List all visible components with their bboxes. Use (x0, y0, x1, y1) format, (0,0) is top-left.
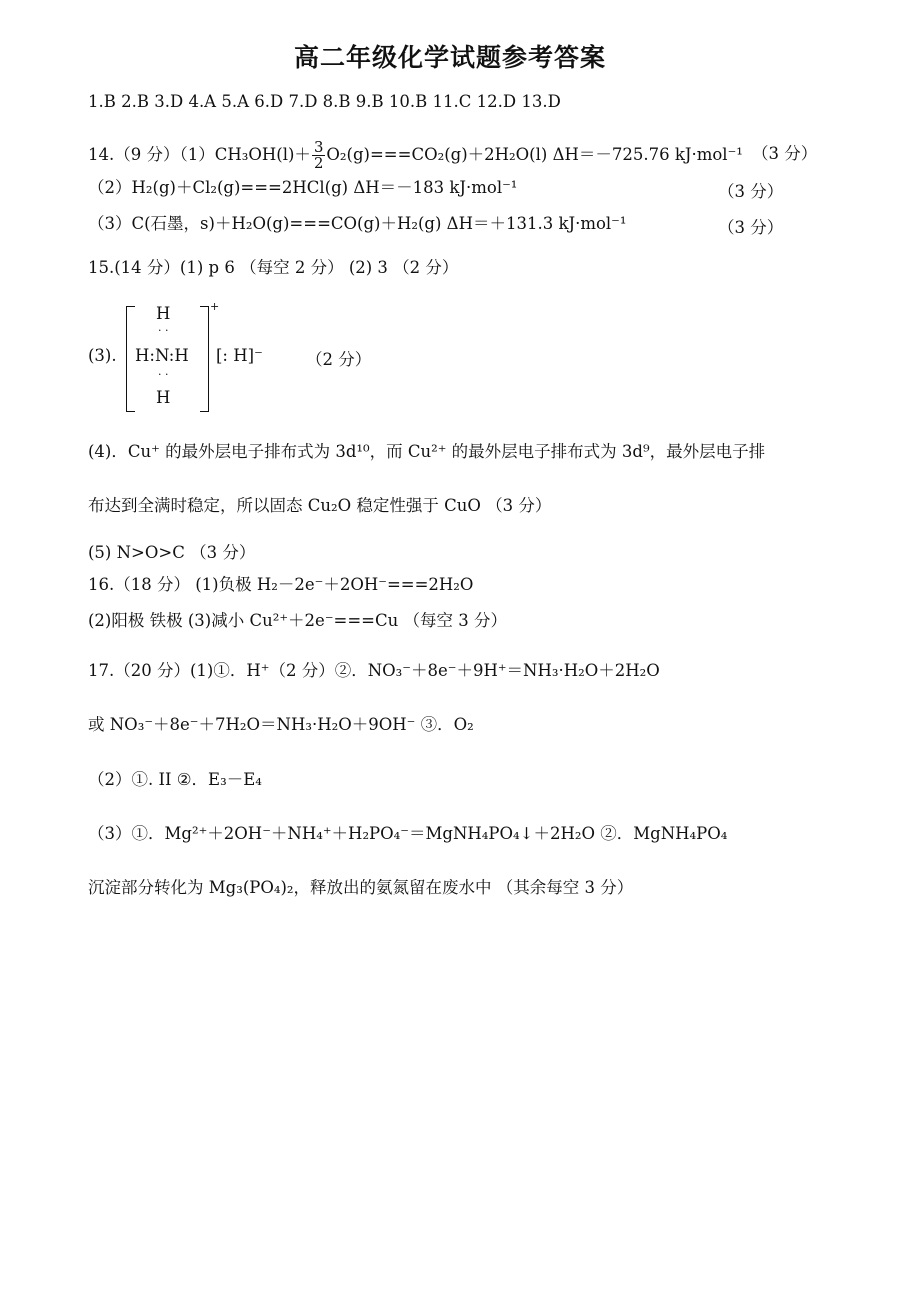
q15-part4-line2: 布达到全满时稳定，所以固态 Cu₂O 稳定性强于 CuO （3 分） (88, 496, 552, 515)
lewis-middle: H:N:H (135, 346, 189, 365)
lewis-dots-bottom: · · (158, 368, 169, 381)
q17-line3: （2）①. II ②．E₃－E₄ (88, 770, 262, 789)
lewis-h-bottom: H (156, 388, 171, 407)
q17-line1: 17.（20 分）(1)①．H⁺（2 分）②．NO₃⁻＋8e⁻＋9H⁺＝NH₃·H₂O＋2H₂O (88, 661, 660, 680)
hydride-ion: [: H]⁻ (216, 346, 263, 365)
q15-part3-score: （2 分） (306, 350, 372, 369)
q17-line4: （3）①．Mg²⁺＋2OH⁻＋NH₄⁺＋H₂PO₄⁻＝MgNH₄PO₄↓＋2H₂O ②．MgNH₄PO₄ (88, 824, 728, 843)
lewis-structure (88, 300, 508, 420)
lewis-dots-top: · · (158, 324, 169, 337)
mc-answers: 1.B 2.B 3.D 4.A 5.A 6.D 7.D 8.B 9.B 10.B 11.C 12.D 13.D (88, 92, 561, 111)
q14-score1: （3 分） (752, 144, 818, 163)
q14-eq1-right: O₂(g)===CO₂(g)＋2H₂O(l) ΔH＝－725.76 kJ·mol⁻¹ (326, 144, 743, 164)
q14-score2: （3 分） (718, 182, 784, 201)
q15-line1: 15.(14 分）(1) p 6 （每空 2 分） (2) 3 （2 分） (88, 258, 459, 277)
fraction-numerator: 3 (313, 138, 324, 156)
q16-line1: 16.（18 分） (1)负极 H₂－2e⁻＋2OH⁻===2H₂O (88, 575, 474, 594)
q14-part3: （3）C(石墨，s)＋H₂O(g)===CO(g)＋H₂(g) ΔH＝＋131.3 kJ·mol⁻¹ (88, 214, 627, 233)
q15-part3-label: (3). (88, 346, 117, 365)
q16-line2: (2)阳极 铁极 (3)减小 Cu²⁺＋2e⁻===Cu （每空 3 分） (88, 611, 507, 630)
left-bracket (126, 306, 135, 412)
q15-part4-line1: (4)．Cu⁺ 的最外层电子排布式为 3d¹⁰，而 Cu²⁺ 的最外层电子排布式为 3d⁹，最外层电子排 (88, 442, 766, 461)
q14-eq1-left: CH₃OH(l)＋ (214, 144, 311, 164)
fraction-denominator: 2 (313, 153, 324, 172)
q14-label: 14.（9 分）（1） (88, 144, 215, 164)
right-bracket (200, 306, 209, 412)
q17-line2: 或 NO₃⁻＋8e⁻＋7H₂O＝NH₃·H₂O＋9OH⁻ ③．O₂ (88, 715, 474, 734)
lewis-charge: + (210, 300, 220, 313)
lewis-h-top: H (156, 304, 171, 323)
page-title: 高二年级化学试题参考答案 (293, 43, 606, 72)
q14-part1 (88, 140, 743, 171)
q15-part5: (5) N>O>C （3 分） (88, 543, 256, 562)
q14-part2: （2）H₂(g)＋Cl₂(g)===2HCl(g) ΔH＝－183 kJ·mol⁻¹ (88, 178, 518, 197)
fraction (312, 140, 325, 171)
q17-line5: 沉淀部分转化为 Mg₃(PO₄)₂，释放出的氨氮留在废水中 （其余每空 3 分） (88, 878, 634, 897)
q14-score3: （3 分） (718, 218, 784, 237)
